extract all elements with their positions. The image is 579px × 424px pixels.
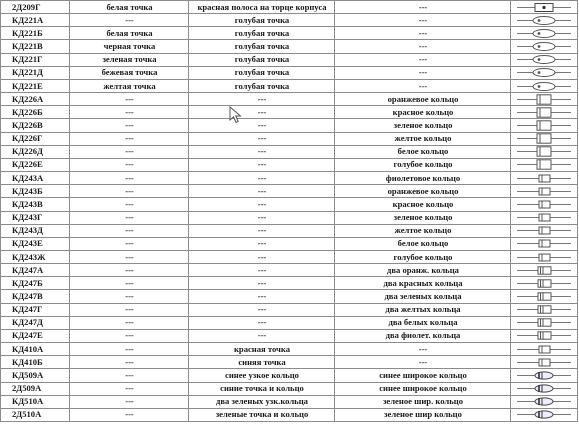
marking-cell-2: --- [189,264,335,277]
symbol-cell [511,303,578,316]
marking-cell-1: --- [70,264,189,277]
diode-type-cell: КД247А [1,264,70,277]
diode-type-cell: КД510А [1,395,70,408]
symbol-cell [511,132,578,145]
table-row [1,27,578,40]
marking-cell-3: два оранж. кольца [335,264,511,277]
symbol-cell [511,356,578,369]
diode-type-cell: КД509А [1,369,70,382]
diode-type-cell: КД247В [1,290,70,303]
marking-cell-1: --- [70,329,189,342]
symbol-cell [511,27,578,40]
symbol-cell [511,316,578,329]
marking-cell-1: --- [70,93,189,106]
diode-type-cell: КД221А [1,14,70,27]
symbol-cell [511,145,578,158]
marking-cell-1: --- [70,356,189,369]
marking-cell-1: желтая точка [70,79,189,92]
diode-two-rings-symbol-icon [515,317,573,328]
diode-oval-symbol-icon [515,67,573,78]
marking-cell-2: --- [189,237,335,250]
marking-cell-2: красная полоса на торце корпуса [189,1,335,14]
table-row [1,329,578,342]
diode-glass-symbol-icon [515,396,573,407]
marking-cell-3: белое кольцо [335,237,511,250]
diode-type-cell: КД221Б [1,27,70,40]
marking-cell-3: --- [335,356,511,369]
marking-cell-1: --- [70,316,189,329]
marking-cell-2: --- [189,132,335,145]
symbol-cell [511,343,578,356]
marking-cell-2: зеленые точка и кольцо [189,408,335,421]
marking-cell-2: голубая точка [189,27,335,40]
marking-cell-1: --- [70,211,189,224]
table-row [1,250,578,263]
marking-cell-1: --- [70,382,189,395]
marking-cell-3: --- [335,27,511,40]
diode-ring-box-symbol-icon [515,133,573,144]
table-row [1,106,578,119]
table-row [1,369,578,382]
diode-ring-small-symbol-icon [515,238,573,249]
symbol-cell [511,329,578,342]
marking-cell-3: красное кольцо [335,106,511,119]
marking-cell-3: голубое кольцо [335,158,511,171]
diode-ring-box-symbol-icon [515,94,573,105]
diode-ring-small-symbol-icon [515,344,573,355]
marking-cell-1: --- [70,224,189,237]
marking-cell-3: --- [335,343,511,356]
marking-cell-2: --- [189,145,335,158]
table-row [1,132,578,145]
diode-type-cell: КД226А [1,93,70,106]
diode-glass-symbol-icon [515,383,573,394]
diode-type-cell: КД226Д [1,145,70,158]
marking-cell-2: --- [189,329,335,342]
table-row [1,211,578,224]
marking-cell-1: белая точка [70,1,189,14]
table-row [1,40,578,53]
table-row [1,66,578,79]
marking-cell-2: --- [189,211,335,224]
marking-cell-2: два зеленых узк.кольца [189,395,335,408]
marking-cell-2: синяя точка [189,356,335,369]
diode-type-cell: КД247Д [1,316,70,329]
symbol-cell [511,382,578,395]
diode-type-cell: КД243Ж [1,250,70,263]
marking-cell-2: синие точка и кольцо [189,382,335,395]
diode-ring-small-symbol-icon [515,252,573,263]
diode-two-rings-symbol-icon [515,291,573,302]
marking-cell-3: фиолетовое кольцо [335,172,511,185]
marking-cell-1: --- [70,395,189,408]
diode-ring-small-symbol-icon [515,173,573,184]
diode-ring-small-symbol-icon [515,186,573,197]
diode-ring-small-symbol-icon [515,357,573,368]
mouse-cursor-icon [229,106,243,124]
diode-type-cell: КД410А [1,343,70,356]
marking-cell-1: --- [70,172,189,185]
marking-cell-2: --- [189,224,335,237]
marking-cell-2: --- [189,185,335,198]
marking-cell-1: зеленая точка [70,53,189,66]
diode-oval-symbol-icon [515,15,573,26]
diode-oval-symbol-icon [515,54,573,65]
marking-cell-3: --- [335,79,511,92]
diode-ring-box-symbol-icon [515,107,573,118]
diode-ring-small-symbol-icon [515,225,573,236]
marking-cell-2: голубая точка [189,14,335,27]
symbol-cell [511,119,578,132]
diode-ring-box-symbol-icon [515,120,573,131]
symbol-cell [511,395,578,408]
table-row [1,1,578,14]
symbol-cell [511,53,578,66]
marking-cell-1: черная точка [70,40,189,53]
marking-cell-2: --- [189,172,335,185]
marking-cell-2: голубая точка [189,53,335,66]
diode-type-cell: КД226Б [1,106,70,119]
marking-cell-3: два белых кольца [335,316,511,329]
marking-cell-3: желтое кольцо [335,132,511,145]
table-row [1,198,578,211]
diode-square-dot-symbol-icon [515,2,573,13]
symbol-cell [511,250,578,263]
diode-ring-box-symbol-icon [515,159,573,170]
table-row [1,408,578,421]
symbol-cell [511,40,578,53]
table-row [1,185,578,198]
marking-cell-1: --- [70,185,189,198]
symbol-cell [511,66,578,79]
symbol-cell [511,106,578,119]
marking-cell-3: синее широкое кольцо [335,382,511,395]
marking-cell-2: голубая точка [189,66,335,79]
table-row [1,145,578,158]
diode-type-cell: 2Д509А [1,382,70,395]
table-row [1,356,578,369]
marking-cell-3: два фиолет. кольца [335,329,511,342]
marking-cell-1: белая точка [70,27,189,40]
table-row [1,343,578,356]
diode-glass-symbol-icon [515,409,573,420]
marking-cell-2: --- [189,119,335,132]
symbol-cell [511,211,578,224]
diode-type-cell: 2Д209Г [1,1,70,14]
diode-type-cell: КД247Г [1,303,70,316]
marking-cell-3: зеленое шир кольцо [335,408,511,421]
marking-cell-3: белое кольцо [335,145,511,158]
table-row [1,303,578,316]
diode-ring-small-symbol-icon [515,212,573,223]
diode-type-cell: КД243В [1,198,70,211]
marking-cell-1: --- [70,250,189,263]
diode-type-cell: КД243Е [1,237,70,250]
diode-two-rings-symbol-icon [515,278,573,289]
table-row [1,395,578,408]
diode-type-cell: КД243Г [1,211,70,224]
table-row [1,237,578,250]
marking-cell-2: голубая точка [189,40,335,53]
marking-cell-3: два красных кольца [335,277,511,290]
table-row [1,316,578,329]
symbol-cell [511,198,578,211]
marking-cell-3: --- [335,53,511,66]
diode-type-cell: КД226В [1,119,70,132]
marking-cell-2: --- [189,198,335,211]
diode-type-cell: КД243Д [1,224,70,237]
diode-two-rings-symbol-icon [515,304,573,315]
symbol-cell [511,224,578,237]
marking-cell-1: --- [70,158,189,171]
diode-type-cell: КД247Б [1,277,70,290]
marking-cell-1: --- [70,343,189,356]
diode-type-cell: КД221Г [1,53,70,66]
marking-cell-2: --- [189,290,335,303]
marking-cell-1: --- [70,369,189,382]
marking-cell-1: --- [70,303,189,316]
table-row [1,264,578,277]
table-row [1,277,578,290]
marking-cell-3: голубое кольцо [335,250,511,263]
diode-type-cell: КД243Б [1,185,70,198]
diode-ring-box-symbol-icon [515,146,573,157]
diode-two-rings-symbol-icon [515,330,573,341]
marking-cell-1: --- [70,132,189,145]
marking-cell-3: красное кольцо [335,198,511,211]
symbol-cell [511,172,578,185]
marking-cell-2: --- [189,93,335,106]
marking-cell-3: желтое кольцо [335,224,511,237]
diode-glass-symbol-icon [515,370,573,381]
marking-cell-3: синее широкое кольцо [335,369,511,382]
diode-oval-symbol-icon [515,28,573,39]
marking-cell-1: --- [70,408,189,421]
symbol-cell [511,79,578,92]
marking-cell-2: --- [189,106,335,119]
diode-type-cell: 2Д510А [1,408,70,421]
symbol-cell [511,14,578,27]
symbol-cell [511,408,578,421]
table-row [1,14,578,27]
marking-cell-3: два желтых кольца [335,303,511,316]
symbol-cell [511,237,578,250]
symbol-cell [511,290,578,303]
diode-type-cell: КД221В [1,40,70,53]
marking-cell-3: зеленое кольцо [335,211,511,224]
marking-cell-1: --- [70,14,189,27]
marking-cell-1: --- [70,145,189,158]
marking-cell-1: --- [70,290,189,303]
table-row [1,224,578,237]
diode-ring-small-symbol-icon [515,199,573,210]
diode-type-cell: КД226Г [1,132,70,145]
marking-cell-3: зеленое кольцо [335,119,511,132]
symbol-cell [511,158,578,171]
marking-cell-2: --- [189,250,335,263]
marking-cell-1: --- [70,237,189,250]
diode-oval-symbol-icon [515,41,573,52]
diode-type-cell: КД221Д [1,66,70,79]
marking-cell-2: --- [189,277,335,290]
marking-cell-2: --- [189,316,335,329]
marking-cell-1: --- [70,119,189,132]
diode-type-cell: КД226Е [1,158,70,171]
marking-cell-1: бежевая точка [70,66,189,79]
diode-type-cell: КД410Б [1,356,70,369]
table-row [1,119,578,132]
symbol-cell [511,1,578,14]
diode-type-cell: КД247Е [1,329,70,342]
symbol-cell [511,93,578,106]
symbol-cell [511,277,578,290]
table-row [1,290,578,303]
marking-cell-1: --- [70,277,189,290]
marking-cell-3: --- [335,40,511,53]
marking-cell-3: два зеленых кольца [335,290,511,303]
marking-cell-2: голубая точка [189,79,335,92]
marking-cell-1: --- [70,198,189,211]
marking-cell-1: --- [70,106,189,119]
marking-cell-2: красная точка [189,343,335,356]
marking-cell-2: синее узкое кольцо [189,369,335,382]
marking-cell-3: --- [335,14,511,27]
table-row [1,53,578,66]
table-row [1,158,578,171]
symbol-cell [511,264,578,277]
marking-cell-3: зеленое шир. кольцо [335,395,511,408]
table-row [1,172,578,185]
table-row [1,93,578,106]
diode-type-cell: КД243А [1,172,70,185]
marking-cell-2: --- [189,158,335,171]
symbol-cell [511,185,578,198]
diode-two-rings-symbol-icon [515,265,573,276]
table-row [1,79,578,92]
marking-cell-3: оранжевое кольцо [335,93,511,106]
marking-cell-3: --- [335,1,511,14]
marking-cell-3: оранжевое кольцо [335,185,511,198]
table-row [1,382,578,395]
symbol-cell [511,369,578,382]
marking-cell-3: --- [335,66,511,79]
marking-cell-2: --- [189,303,335,316]
diode-oval-symbol-icon [515,81,573,92]
diode-type-cell: КД221Е [1,79,70,92]
